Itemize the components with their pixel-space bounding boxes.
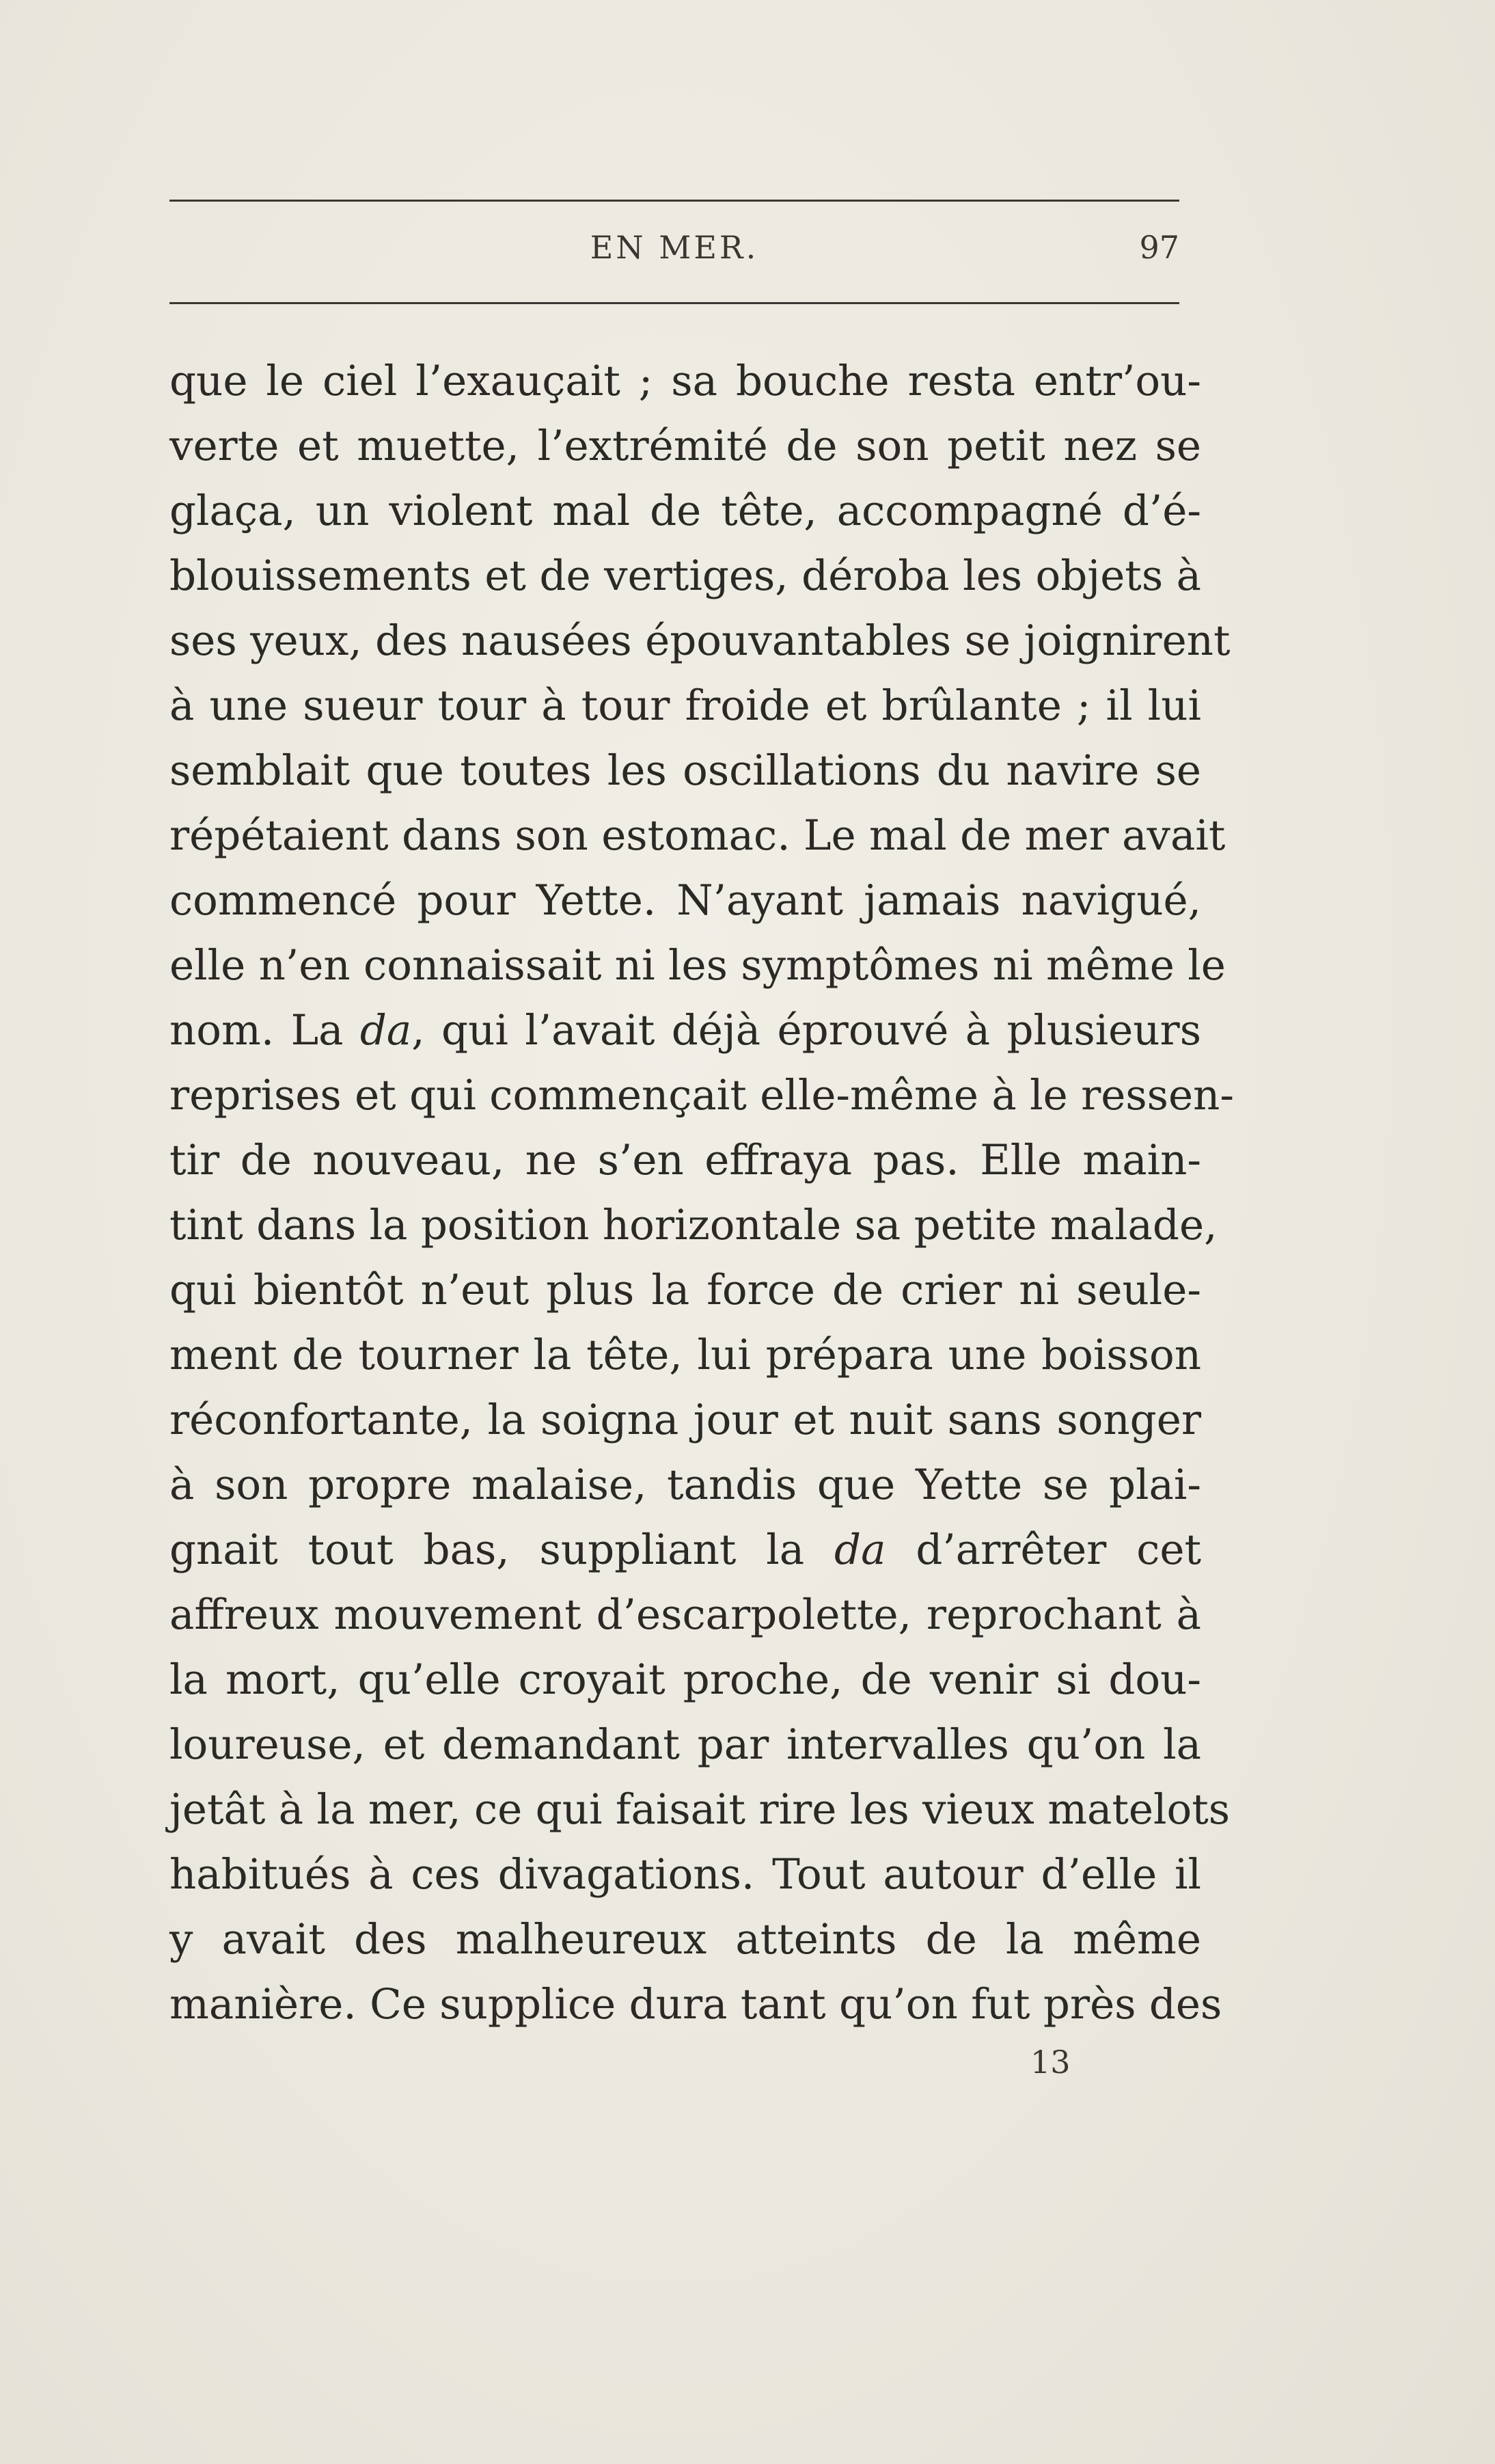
text-line: verte et muette, l’extrémité de son petit nez se: [169, 422, 1201, 470]
text-line: habitués à ces divagations. Tout autour d’elle il: [169, 1850, 1201, 1899]
text-line: ses yeux, des nausées épouvantables se joignirent: [169, 617, 1231, 665]
running-title: EN MER.: [590, 229, 759, 266]
text-line: manière. Ce supplice dura tant qu’on fut près des: [169, 1980, 1222, 2029]
text-line: tint dans la position horizontale sa petite malade,: [169, 1201, 1218, 1249]
text-line: la mort, qu’elle croyait proche, de venir si dou-: [169, 1655, 1201, 1704]
text-line: glaça, un violent mal de tête, accompagné d’é-: [169, 487, 1201, 535]
text-line: commencé pour Yette. N’ayant jamais navigué,: [169, 876, 1201, 925]
header-bottom-rule: [169, 302, 1179, 304]
text-line: à son propre malaise, tandis que Yette se plai-: [169, 1461, 1201, 1509]
text-line: répétaient dans son estomac. Le mal de mer avait: [169, 811, 1226, 860]
text-line: qui bientôt n’eut plus la force de crier ni seule-: [169, 1266, 1201, 1314]
running-head: [169, 229, 1179, 284]
text-line: gnait tout bas, suppliant la da d’arrêter cet: [169, 1526, 1201, 1574]
page-number: 97: [1139, 229, 1179, 266]
text-line: affreux mouvement d’escarpolette, reprochant à: [169, 1590, 1201, 1639]
signature-mark: 13: [1030, 2044, 1071, 2081]
text-line: réconfortante, la soigna jour et nuit sans songer: [169, 1396, 1201, 1444]
text-line: loureuse, et demandant par intervalles qu’on la: [169, 1720, 1201, 1769]
header-top-rule: [169, 200, 1179, 202]
text-line: y avait des malheureux atteints de la même: [169, 1915, 1201, 1964]
italic-word: da: [359, 1006, 412, 1055]
text-line: ment de tourner la tête, lui prépara une boisson: [169, 1331, 1201, 1379]
text-line: semblait que toutes les oscillations du navire se: [169, 746, 1201, 795]
italic-word: da: [834, 1526, 886, 1574]
text-line: à une sueur tour à tour froide et brûlante ; il lui: [169, 681, 1201, 730]
text-line: nom. La da, qui l’avait déjà éprouvé à plusieurs: [169, 1006, 1201, 1055]
text-line: tir de nouveau, ne s’en effraya pas. Elle main-: [169, 1136, 1201, 1184]
text-line: elle n’en connaissait ni les symptômes ni même le: [169, 941, 1226, 990]
text-line: que le ciel l’exauçait ; sa bouche resta entr’ou-: [169, 357, 1201, 405]
text-line: reprises et qui commençait elle-même à le ressen-: [169, 1071, 1234, 1120]
text-line: jetât à la mer, ce qui faisait rire les vieux matelots: [169, 1785, 1231, 1834]
text-line: blouissements et de vertiges, déroba les objets à: [169, 552, 1201, 600]
body-text: [169, 349, 1234, 2037]
